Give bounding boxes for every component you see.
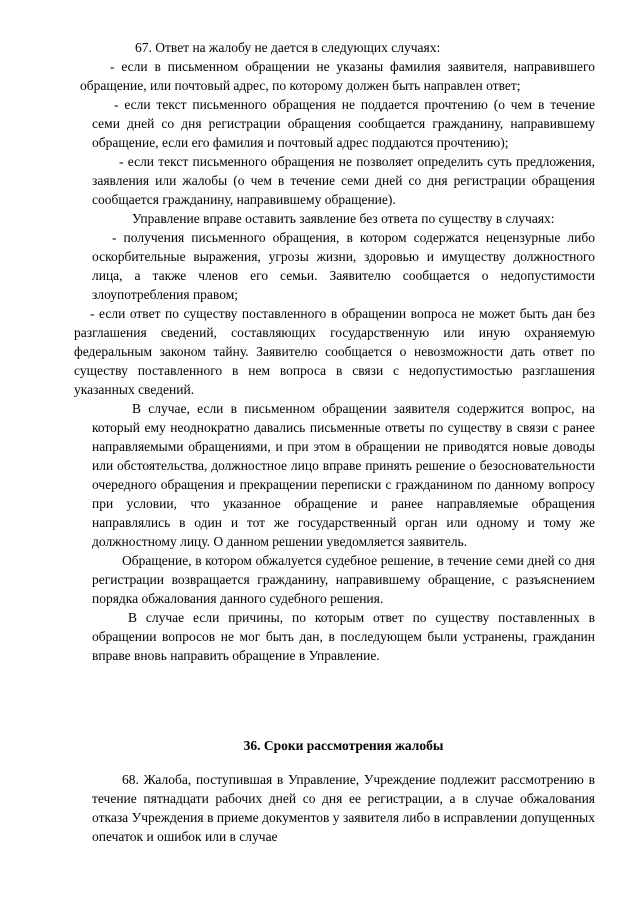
paragraph-repeated-appeal: В случае, если в письменном обращении заявителя содержится вопрос, на который ему неоднократно давались письменные ответы по существу в связи с ранее направляемыми обращениями, и при этом в обращении не приводятся новые доводы или обстоятельства, должностное лицо вправе принять решение о безосновательности очередного обращения и прекращении переписки с гражданином по данному вопросу при условии, что указанное обращение и ранее направляемые обращения направлялись в один и тот же государственный орган или одному и тому же должностному лицу. О данном решении уведомляется заявитель. bbox=[92, 401, 595, 549]
paragraph-department-right: Управление вправе оставить заявление без ответа по существу в случаях: bbox=[132, 211, 555, 226]
paragraph-secret: - если ответ по существу поставленного в обращении вопроса не может быть дан без разглашения сведений, составляющих государственную или иную охраняемую федеральным законом тайну. Заявителю сообщается о невозможности дать ответ по существу поставленного в нем вопроса в связи с недопустимостью разглашения указанных сведений. bbox=[74, 306, 595, 397]
paragraph-obscene: - получения письменного обращения, в котором содержатся нецензурные либо оскорбительные выражения, угрозы жизни, здоровью и имуществу должностного лица, а также членов его семьи. Заявителю сообщается о недопустимости злоупотребления правом; bbox=[92, 230, 595, 302]
paragraph-reasons-eliminated: В случае если причины, по которым ответ по существу поставленных в обращении вопросов не мог быть дан, в последующем были устранены, гражданин вправе вновь направить обращение в Управление. bbox=[92, 610, 595, 663]
paragraph-court-decision: Обращение, в котором обжалуется судебное решение, в течение семи дней со дня регистрации возвращается гражданину, направившему обращение, с разъяснением порядка обжалования данного судебного решения. bbox=[92, 553, 595, 606]
paragraph-unreadable: - если текст письменного обращения не поддается прочтению (о чем в течение семи дней со дня регистрации обращения сообщается гражданину, направившему обращение, если его фамилия и почтовый адрес поддаются прочтению); bbox=[92, 97, 595, 150]
section-heading: 36. Сроки рассмотрения жалобы bbox=[243, 738, 444, 753]
paragraph-essence-unclear: - если текст письменного обращения не позволяет определить суть предложения, заявления или жалобы (о чем в течение семи дней со дня регистрации обращения сообщается гражданину, направившему обращение). bbox=[92, 154, 595, 207]
paragraph-no-surname: - если в письменном обращении не указаны фамилия заявителя, направившего обращение, или почтовый адрес, по которому должен быть направлен ответ; bbox=[80, 59, 595, 93]
section-body bbox=[92, 770, 595, 846]
document-body bbox=[74, 38, 595, 665]
paragraph-68: 68. Жалоба, поступившая в Управление, Учреждение подлежит рассмотрению в течение пятнадцати рабочих дней со дня ее регистрации, а в случае обжалования отказа Учреждения в приеме документов у заявителя либо в исправлении допущенных опечаток и ошибок или в случае bbox=[92, 772, 595, 844]
paragraph-67: 67. Ответ на жалобу не дается в следующих случаях: bbox=[135, 40, 441, 55]
